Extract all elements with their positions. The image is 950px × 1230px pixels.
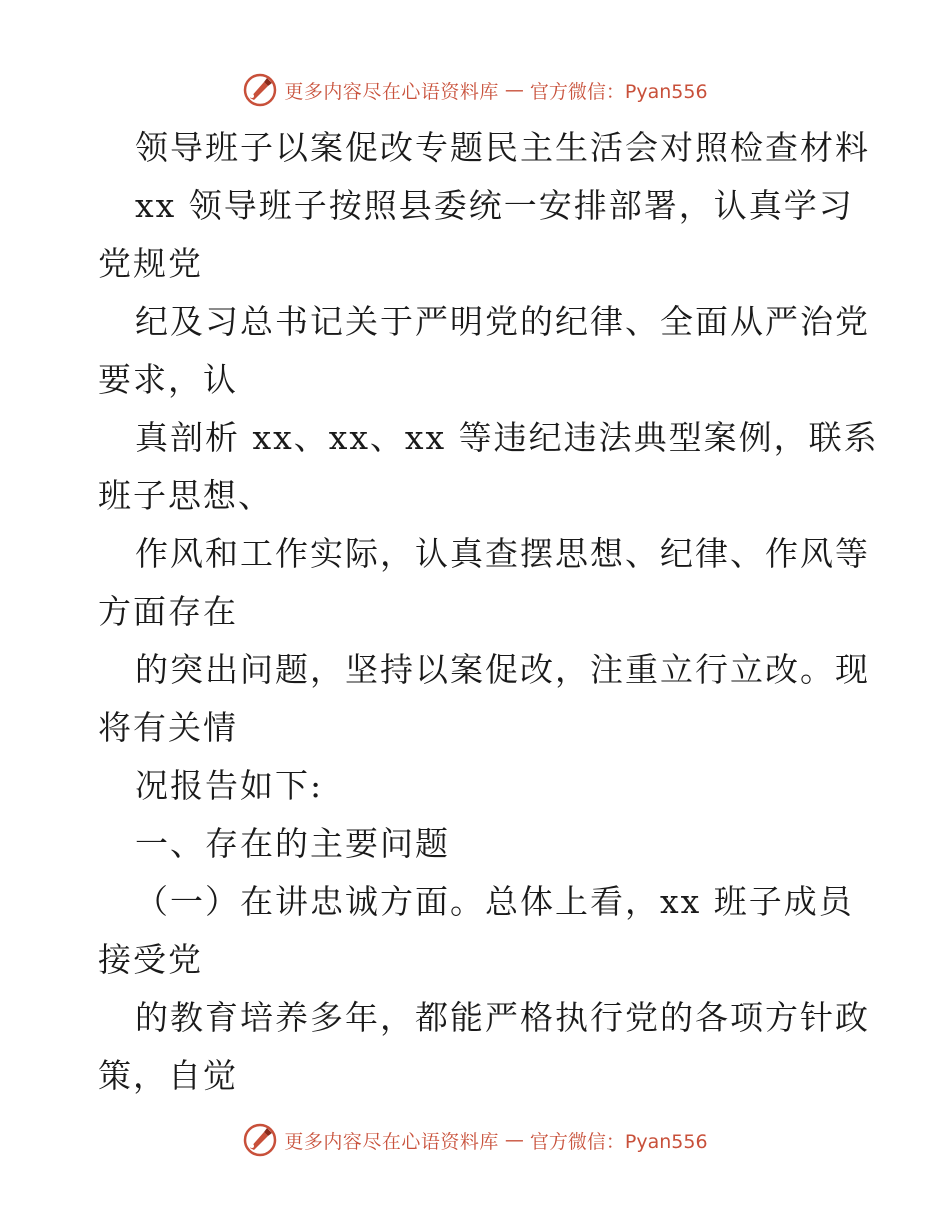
footer-banner-separator: —	[504, 1129, 524, 1151]
header-banner-contact: 官方微信：Pyan556	[529, 80, 708, 103]
paragraph-line: 作风和工作实际，认真查摆思想、纪律、作风等	[135, 534, 870, 573]
footer-banner	[0, 1120, 950, 1160]
paragraph-line: xx 领导班子按照县委统一安排部署，认真学习	[135, 186, 854, 225]
paragraph-line: 将有关情	[98, 708, 238, 747]
paragraph-line: 方面存在	[98, 592, 238, 631]
paragraph-line: 的教育培养多年，都能严格执行党的各项方针政	[135, 998, 870, 1037]
paragraph-line: 况报告如下:	[135, 766, 324, 805]
header-banner-separator: —	[504, 79, 524, 101]
section-heading: 一、存在的主要问题	[135, 824, 450, 863]
paragraph-line: 党规党	[98, 244, 203, 283]
footer-banner-contact: 官方微信：Pyan556	[529, 1130, 708, 1153]
pen-logo-icon	[242, 72, 278, 108]
paragraph-line: 要求，认	[98, 360, 238, 399]
paragraph-line: 班子思想、	[98, 476, 273, 515]
pen-logo-icon	[242, 1122, 278, 1158]
document-title: 领导班子以案促改专题民主生活会对照检查材料	[135, 128, 870, 167]
footer-banner-text: 更多内容尽在心语资料库	[284, 1130, 499, 1153]
paragraph-line: 纪及习总书记关于严明党的纪律、全面从严治党	[135, 302, 870, 341]
subsection-line: （一）在讲忠诚方面。总体上看，xx 班子成员	[135, 882, 854, 921]
footer-banner-inner	[242, 1122, 707, 1158]
header-banner-text: 更多内容尽在心语资料库	[284, 80, 499, 103]
header-banner	[0, 70, 950, 110]
paragraph-line: 接受党	[98, 940, 203, 979]
paragraph-line: 真剖析 xx、xx、xx 等违纪违法典型案例，联系	[135, 418, 879, 457]
header-banner-inner	[242, 72, 707, 108]
paragraph-line: 策，自觉	[98, 1056, 238, 1095]
paragraph-line: 的突出问题，坚持以案促改，注重立行立改。现	[135, 650, 870, 689]
